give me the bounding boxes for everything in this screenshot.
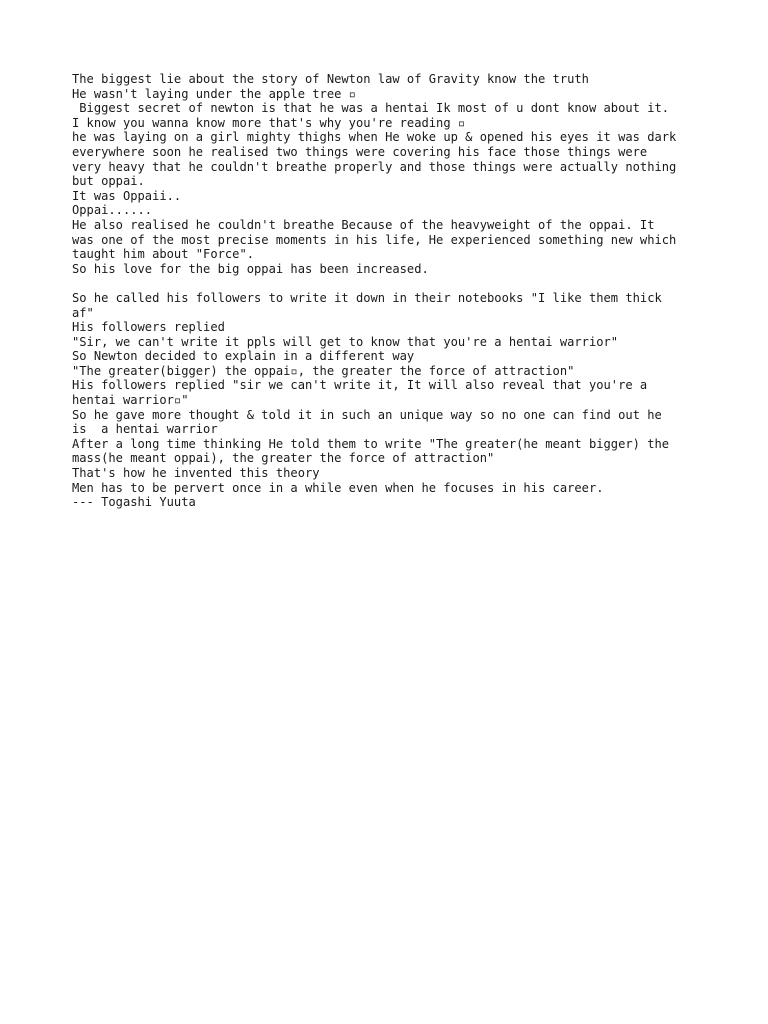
text-line: Men has to be pervert once in a while even when he focuses in his career. [72,480,604,495]
text-line: Biggest secret of newton is that he was a hentai Ik most of u dont know about it. [72,101,670,116]
text-line: So he called his followers to write it down in their notebooks "I like them thick [72,290,662,305]
text-line: So his love for the big oppai has been increased. [72,261,429,276]
text-line: The biggest lie about the story of Newton law of Gravity know the truth [72,72,589,86]
text-line: So he gave more thought & told it in such an unique way so no one can find out he [72,407,662,422]
text-line: af" [72,305,94,320]
text-line: everywhere soon he realised two things were covering his face those things were [72,144,648,159]
text-line: I know you wanna know more that's why you're reading ▫ [72,115,466,130]
text-line: He also realised he couldn't breathe Because of the heavyweight of the oppai. It [72,217,655,232]
text-line: That's how he invented this theory [72,466,320,481]
text-line: but oppai. [72,174,145,189]
text-line: taught him about "Force". [72,247,255,262]
author-signature: --- Togashi Yuuta [72,495,196,510]
text-line: very heavy that he couldn't breathe properly and those things were actually nothing [72,159,677,174]
text-line: "The greater(bigger) the oppai▫, the greater the force of attraction" [72,363,575,378]
text-line: mass(he meant oppai), the greater the force of attraction" [72,451,495,466]
blank-line [72,276,712,291]
text-line: His followers replied [72,320,225,335]
text-line: It was Oppaii.. [72,188,182,203]
text-line: So Newton decided to explain in a different way [72,349,415,364]
text-line: He wasn't laying under the apple tree ▫ [72,86,356,101]
text-line: Oppai...... [72,203,153,218]
text-line: hentai warrior▫" [72,393,189,408]
text-line: "Sir, we can't write it ppls will get to know that you're a hentai warrior" [72,334,619,349]
text-line: is a hentai warrior [72,422,218,437]
text-line: he was laying on a girl mighty thighs when He woke up & opened his eyes it was dark [72,130,677,145]
document-body [72,72,712,510]
text-line: After a long time thinking He told them to write "The greater(he meant bigger) the [72,436,670,451]
text-line: was one of the most precise moments in his life, He experienced something new which [72,232,677,247]
text-line: His followers replied "sir we can't write it, It will also reveal that you're a [72,378,648,393]
